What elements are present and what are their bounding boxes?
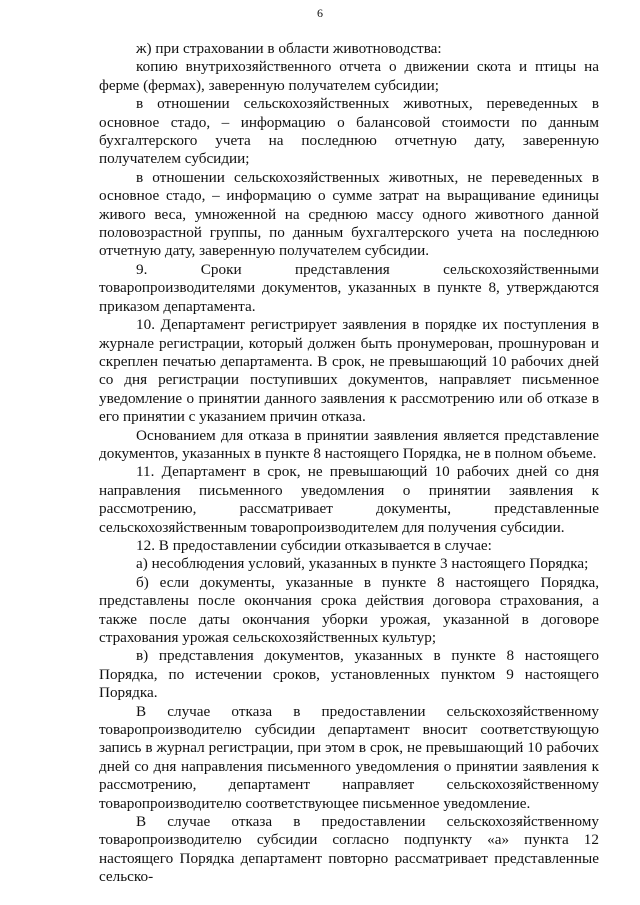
paragraph-item-12: 12. В предоставлении субсидии отказывается в случае: <box>136 536 492 554</box>
paragraph-item-11: 11. Департамент в срок, не превышающий 10 рабочих дней со дня направления письменного уведомления о принятии заявления к рассмотрению, рассматривает документы, представленные сельскохозяйственным товаропроизводителем для получения субсидии. <box>99 463 599 536</box>
paragraph-refusal-repeat: В случае отказа в предоставлении сельскохозяйственному товаропроизводителю субсидии согласно подпункту «а» пункта 12 настоящего Порядка департамент повторно рассматривает представленные сельско- <box>99 813 599 886</box>
paragraph-item-12v: в) представления документов, указанных в пункте 8 настоящего Порядка, по истечении сроков, установленных пунктом 9 настоящего Порядка. <box>99 647 599 702</box>
paragraph-item-12b: б) если документы, указанные в пункте 8 настоящего Порядка, представлены после окончания срока действия договора страхования, а также после даты окончания уборки урожая, указанной в договоре страхования урожая сельскохозяйственных культур; <box>99 573 599 646</box>
paragraph-item-12a: а) несоблюдения условий, указанных в пункте 3 настоящего Порядка; <box>136 555 589 573</box>
paragraph-item-10: 10. Департамент регистрирует заявления в порядке их поступления в журнале регистрации, который должен быть пронумерован, прошнурован и скреплен печатью департамента. В срок, не превышающий 10 рабочих дней со дня регистрации поступивших документов, направляет письменное уведомление о принятии данного заявления к рассмотрению или об отказе в его принятии с указанием причин отказа. <box>99 316 599 426</box>
document-body <box>99 40 599 887</box>
page-number: 6 <box>317 6 323 20</box>
paragraph-item-9: 9. Сроки представления сельскохозяйственными товаропроизводителями документов, указанных в пункте 8, утверждаются приказом департамента. <box>99 260 599 315</box>
paragraph-not-main-herd: в отношении сельскохозяйственных животных, не переведенных в основное стадо, – информацию о сумме затрат на выращивание единицы живого веса, умноженной на среднюю массу одного животного данной половозрастной группы, по данным бухгалтерского учета на последнюю отчетную дату, заверенную получателем субсидии. <box>99 168 599 260</box>
paragraph-farm-report: копию внутрихозяйственного отчета о движении скота и птицы на ферме (фермах), заверенную получателем субсидии; <box>99 58 599 94</box>
paragraph-refusal-grounds: Основанием для отказа в принятии заявления является представление документов, указанных в пункте 8 настоящего Порядка, не в полном объеме. <box>99 426 599 462</box>
paragraph-zh-livestock: ж) при страховании в области животноводства: <box>136 40 442 57</box>
paragraph-main-herd: в отношении сельскохозяйственных животных, переведенных в основное стадо, – информацию о балансовой стоимости по данным бухгалтерского учета на последнюю отчетную дату, заверенную получателем субсидии; <box>99 95 599 168</box>
paragraph-refusal-procedure: В случае отказа в предоставлении сельскохозяйственному товаропроизводителю субсидии департамент вносит соответствующую запись в журнал регистрации, при этом в срок, не превышающий 10 рабочих дней со дня направления письменного уведомления о принятии заявления к рассмотрению, департамент направляет сельскохозяйственному товаропроизводителю соответствующее письменное уведомление. <box>99 702 599 812</box>
